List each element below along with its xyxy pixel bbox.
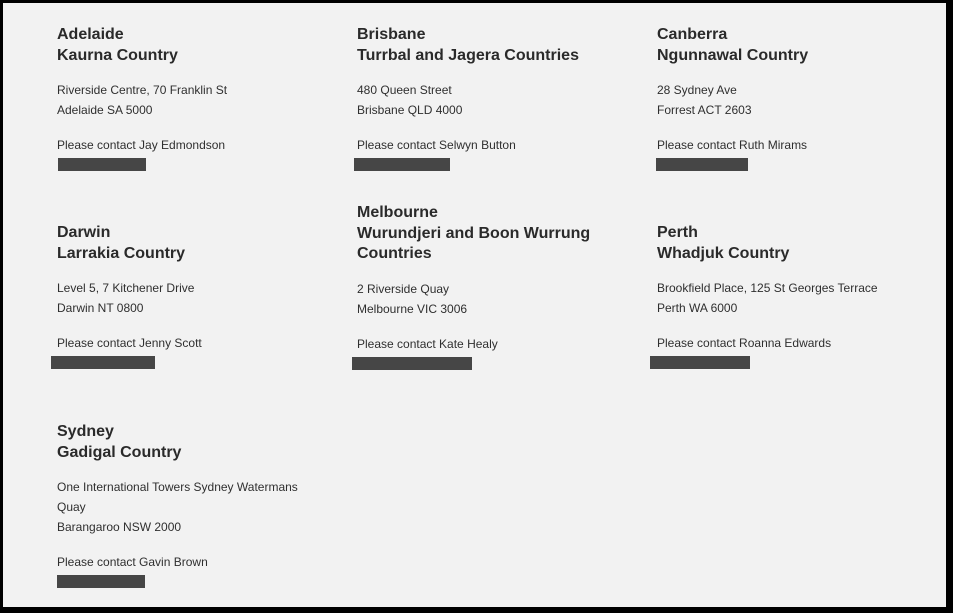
- office-heading: [357, 25, 627, 66]
- office-card-melbourne: [357, 203, 607, 370]
- redacted-contact-detail: [650, 356, 750, 369]
- office-country: Gadigal Country: [57, 443, 182, 461]
- address-line: Darwin NT 0800: [57, 301, 144, 315]
- office-address: [57, 278, 327, 318]
- address-line: Barangaroo NSW 2000: [57, 520, 182, 534]
- address-line: 480 Queen Street: [357, 83, 452, 97]
- office-heading: [57, 25, 327, 66]
- office-card-canberra: [657, 25, 927, 171]
- office-city: Adelaide: [57, 26, 124, 43]
- office-city: Brisbane: [357, 26, 426, 43]
- address-line: Perth WA 6000: [657, 301, 738, 315]
- office-contact: Please contact Ruth Mirams: [657, 138, 808, 152]
- redacted-contact-detail: [656, 158, 748, 171]
- office-address: [657, 80, 927, 120]
- redacted-contact-detail: [51, 356, 155, 369]
- address-line: One International Towers Sydney Watermans Quay: [57, 480, 298, 514]
- redacted-contact-detail: [58, 158, 146, 171]
- office-card-sydney: [57, 422, 307, 588]
- address-line: 28 Sydney Ave: [657, 83, 737, 97]
- office-address: [357, 80, 627, 120]
- office-city: Perth: [657, 224, 698, 241]
- office-country: Turrbal and Jagera Countries: [357, 46, 579, 64]
- office-country: Whadjuk Country: [657, 244, 790, 262]
- office-contact: Please contact Jenny Scott: [57, 336, 202, 350]
- office-card-adelaide: [57, 25, 327, 171]
- office-city: Melbourne: [357, 204, 438, 221]
- office-address: [57, 80, 327, 120]
- address-line: Adelaide SA 5000: [57, 103, 153, 117]
- office-city: Darwin: [57, 224, 111, 241]
- address-line: Riverside Centre, 70 Franklin St: [57, 83, 228, 97]
- office-card-brisbane: [357, 25, 627, 171]
- redacted-contact-detail: [352, 357, 472, 370]
- office-contact: Please contact Kate Healy: [357, 336, 498, 351]
- office-contact: Please contact Roanna Edwards: [657, 336, 832, 350]
- office-country: Wurundjeri and Boon Wurrung Countries: [357, 224, 591, 262]
- redacted-contact-detail: [354, 158, 450, 171]
- address-line: Forrest ACT 2603: [657, 103, 752, 117]
- office-heading: [57, 422, 307, 463]
- offices-panel: [3, 3, 946, 607]
- office-card-darwin: [57, 223, 327, 369]
- office-heading: [357, 203, 607, 265]
- office-city: Sydney: [57, 423, 114, 440]
- office-country: Ngunnawal Country: [657, 46, 809, 64]
- office-heading: [657, 25, 927, 66]
- address-line: Brookfield Place, 125 St Georges Terrace: [657, 281, 878, 295]
- office-country: Kaurna Country: [57, 46, 178, 64]
- office-address: [57, 477, 307, 537]
- office-address: [357, 279, 607, 319]
- address-line: 2 Riverside Quay: [357, 281, 450, 296]
- office-contact: Please contact Selwyn Button: [357, 138, 516, 152]
- address-line: Melbourne VIC 3006: [357, 301, 468, 316]
- office-heading: [57, 223, 327, 264]
- address-line: Level 5, 7 Kitchener Drive: [57, 281, 195, 295]
- redacted-contact-detail: [57, 575, 145, 588]
- office-contact: Please contact Gavin Brown: [57, 555, 208, 569]
- office-heading: [657, 223, 897, 264]
- address-line: Brisbane QLD 4000: [357, 103, 463, 117]
- office-city: Canberra: [657, 26, 728, 43]
- office-card-perth: [657, 223, 897, 369]
- office-address: [657, 278, 897, 318]
- office-country: Larrakia Country: [57, 244, 186, 262]
- office-contact: Please contact Jay Edmondson: [57, 138, 226, 152]
